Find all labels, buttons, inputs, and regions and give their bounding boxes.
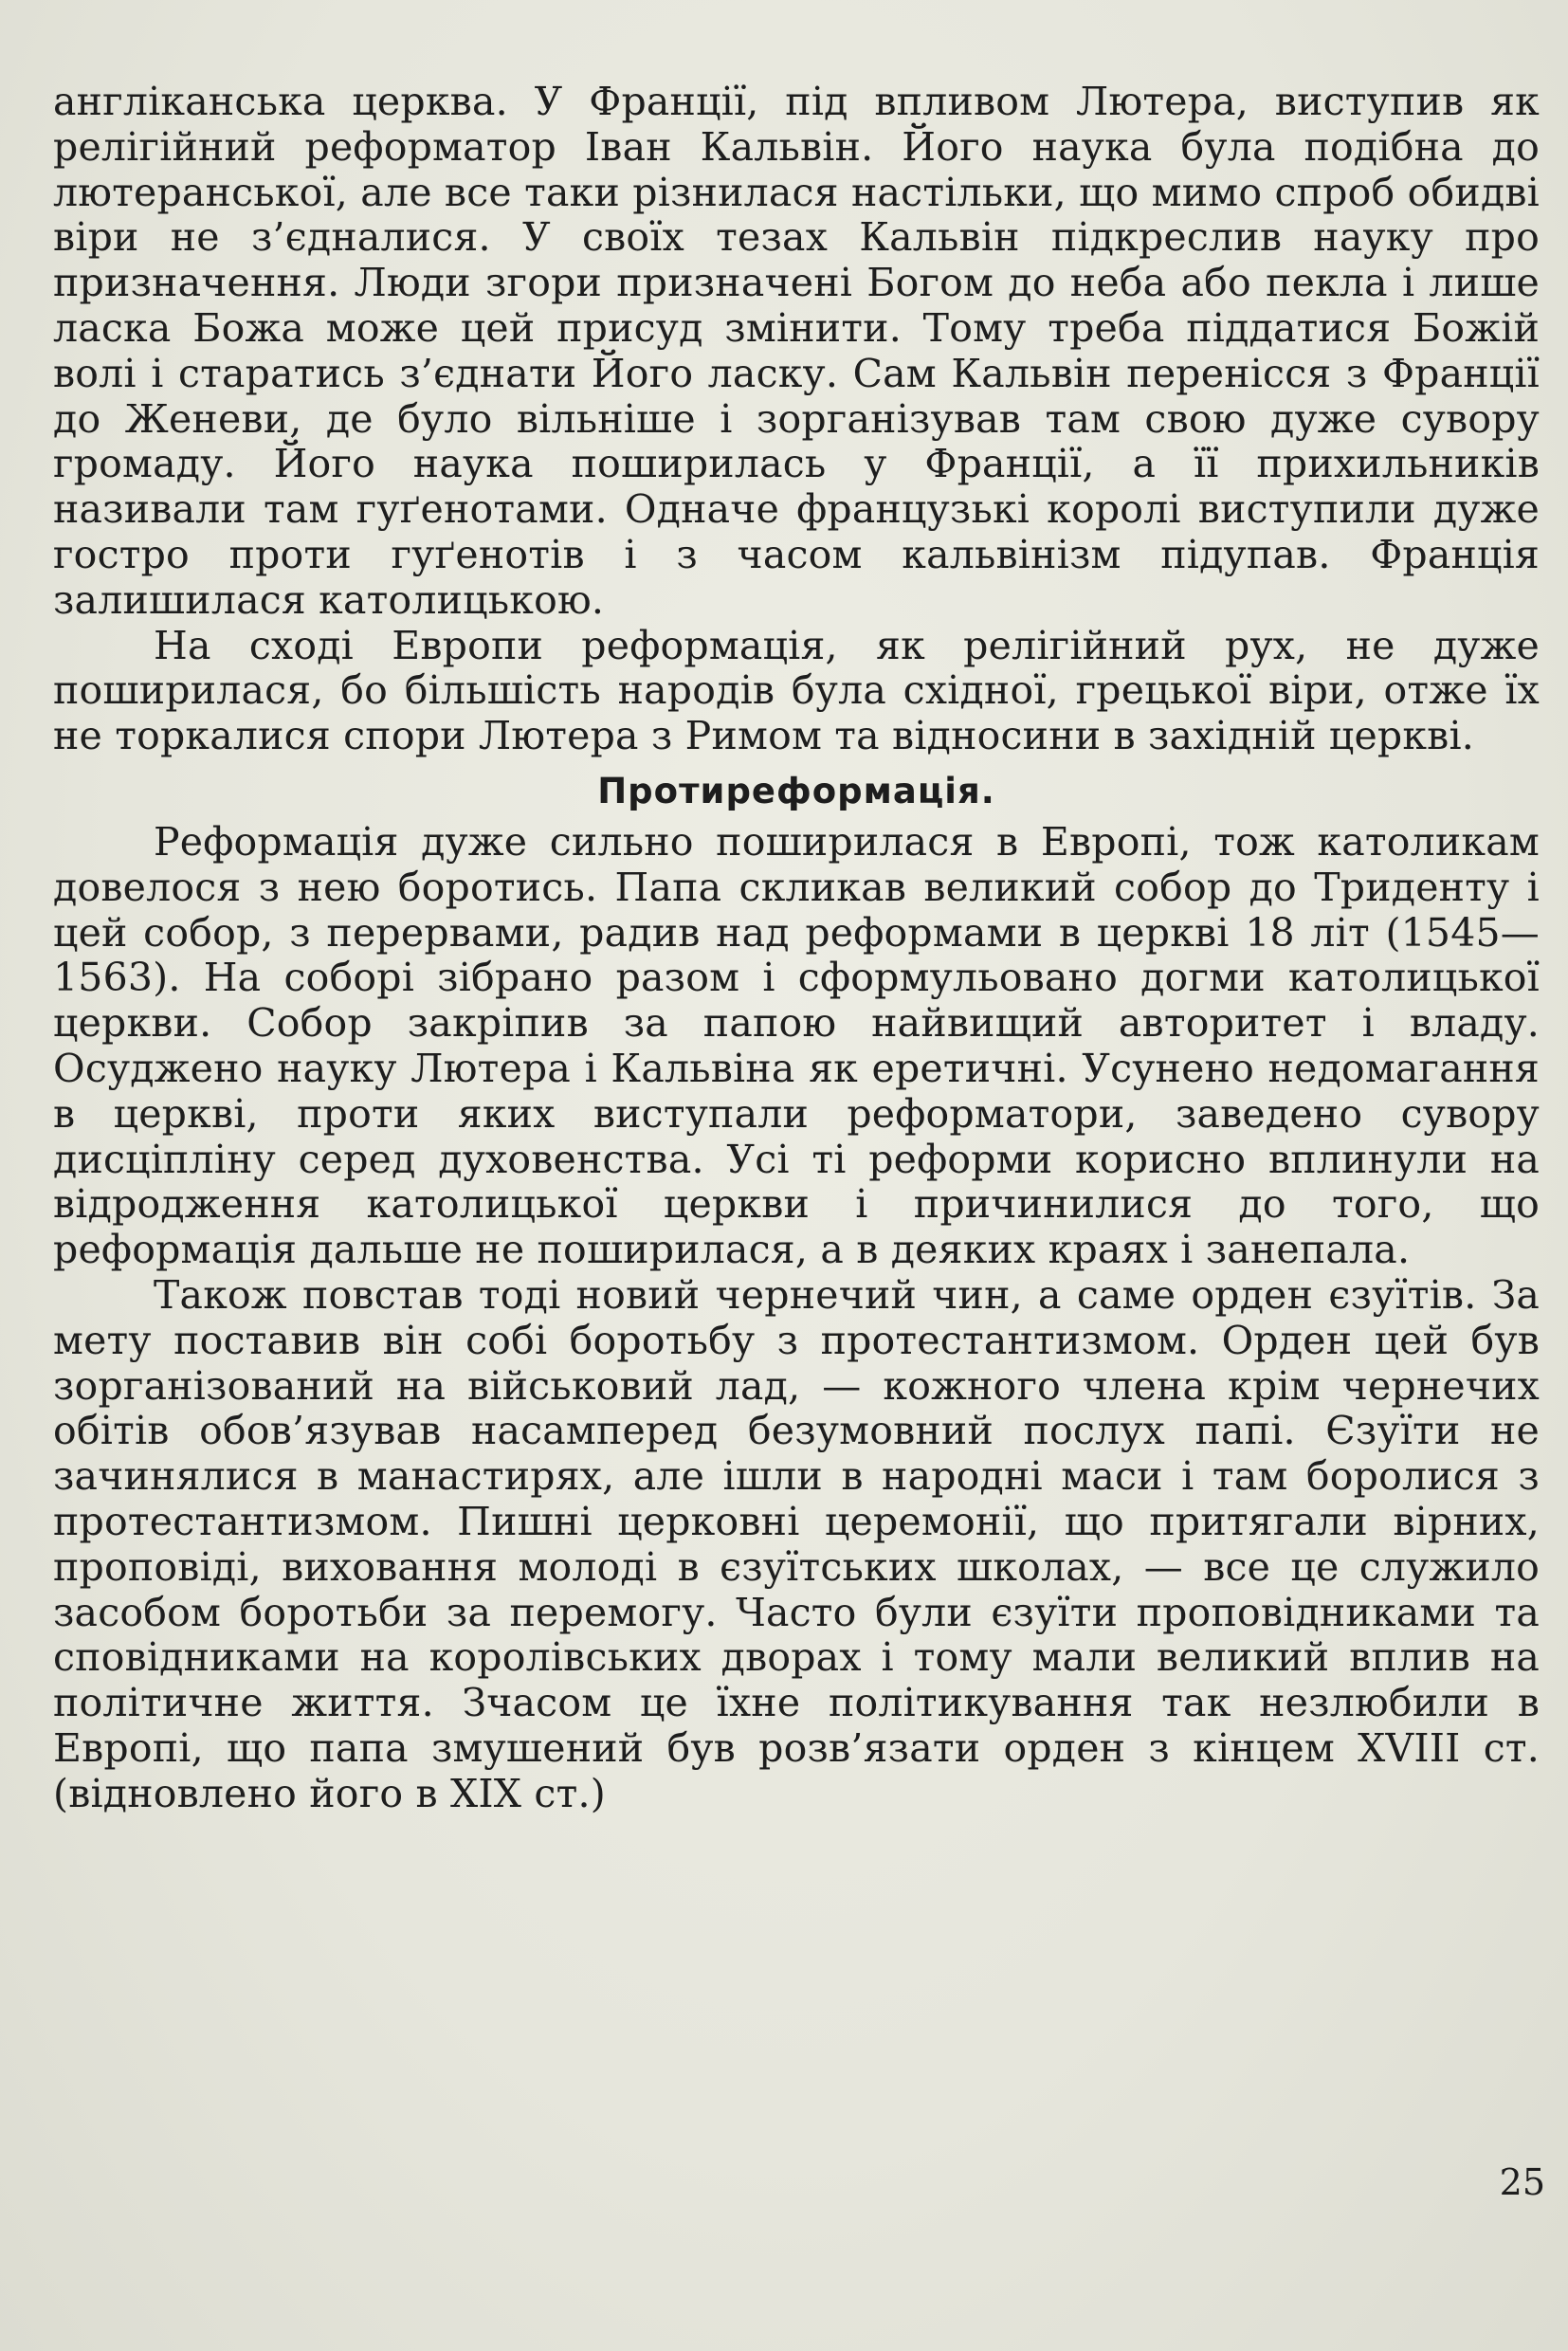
section-heading: Протиреформація. [597, 770, 995, 811]
page-number: 25 [1499, 2161, 1545, 2203]
paragraph-counter-reformation: Реформація дуже сильно поширилася в Европі, тож католикам довелося з нею боротись. Папа скликав великий собор до Триденту і цей собор, з перервами, радив над реформами в церкві 18 літ (1545—1563). На соборі зібрано разом і сформульовано догми католицької церкви. Собор закріпив за папою найвищий авторитет і владу. Осуджено науку Лютера і Кальвіна як еретичні. Усунено недомагання в церкві, проти яких виступали реформатори, заведено сувору дисціпліну серед духовенства. Усі ті реформи корисно вплинули на відродження католицької церкви і причинилися до того, що реформація дальше не поширилася, а в деяких краях і занепала. [53, 818, 1540, 1273]
paragraph-east-europe: На сході Европи реформація, як релігійний рух, не дуже поширилася, бо більшість народів була східної, грецької віри, отже їх не торкалися спори Лютера з Римом та відносини в західній церкві. [53, 622, 1540, 759]
page-body [53, 80, 1540, 1816]
paragraph-jesuits: Також повстав тоді новий чернечий чин, а саме орден єзуїтів. За мету поставив він собі боротьбу з протестантизмом. Орден цей був зорганізований на військовий лад, — кожного члена крім чернечих обітів обов’язував насамперед безумовний послух папі. Єзуїти не зачинялися в манастирях, але ішли в народні маси і там боролися з протестантизмом. Пишні церковні церемонії, що притягали вірних, проповіді, виховання молоді в єзуїтських школах, — все це служило засобом боротьби за перемогу. Часто були єзуїти проповідниками та сповідниками на королівських дворах і тому мали великий вплив на політичне життя. Зчасом це їхне політикування так незлюбили в Европі, що папа змушений був розв’язати орден з кінцем XVIII ст. (відновлено його в XIX ст.) [53, 1271, 1540, 1816]
paragraph-calvin: англіканська церква. У Франції, під впливом Лютера, виступив як релігійний реформатор Іван Кальвін. Його наука була подібна до лютеранської, але все таки різнилася настільки, що мимо спроб обидві віри не з’єдналися. У своїх тезах Кальвін підкреслив науку про призначення. Люди згори призначені Богом до неба або пекла і лише ласка Божа може цей присуд змінити. Тому треба піддатися Божій волі і старатись з’єднати Його ласку. Сам Кальвін перенісся з Франції до Женеви, де було вільніше і зорганізував там свою дуже сувору громаду. Його наука поширилась у Франції, а її прихильників називали там гуґенотами. Одначе французькі королі виступили дуже гостро проти гуґенотів і з часом кальвінізм підупав. Франція залишилася католицькою. [53, 79, 1540, 623]
